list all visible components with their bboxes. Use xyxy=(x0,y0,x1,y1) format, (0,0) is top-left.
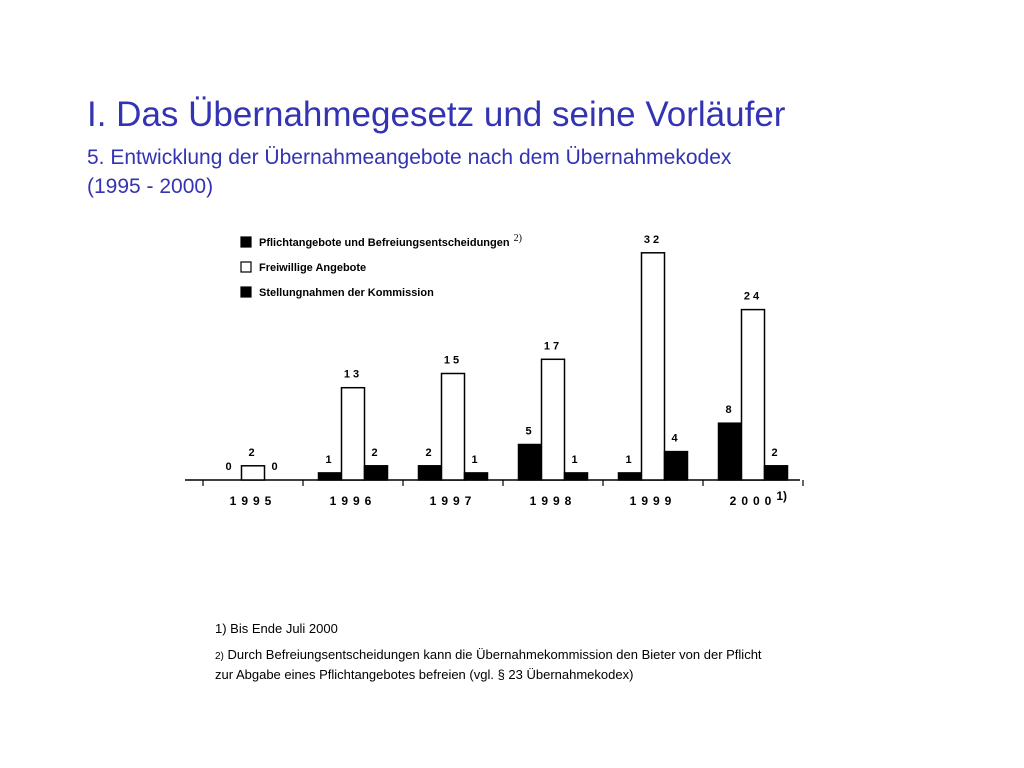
page-subtitle xyxy=(87,143,907,201)
x-tick-label: 1999 xyxy=(629,494,677,508)
page-title: I. Das Übernahmegesetz und seine Vorläufer xyxy=(87,95,786,134)
bar xyxy=(519,445,542,481)
bar xyxy=(742,310,765,480)
legend-label: Pflichtangebote und Befreiungsentscheidungen xyxy=(259,237,510,249)
legend-swatch xyxy=(241,287,251,297)
subtitle-line-2: (1995 - 2000) xyxy=(87,175,214,198)
bar xyxy=(542,359,565,480)
footnote-2-text: Durch Befreiungsentscheidungen kann die Übernahmekommission den Bieter von der Pflicht zur Abgabe eines Pflichtangebotes befreien (vgl. § 23 Übernahmekodex) xyxy=(215,647,762,682)
bar xyxy=(719,423,742,480)
legend-label: Freiwillige Angebote xyxy=(259,262,367,274)
data-label: 0 xyxy=(225,461,235,473)
data-label: 15 xyxy=(443,354,463,367)
data-label: 1 xyxy=(325,453,335,466)
bar xyxy=(342,388,365,480)
subtitle-line-1: 5. Entwicklung der Übernahmeangebote nach dem Übernahmekodex xyxy=(87,146,732,169)
x-tick-label: 1998 xyxy=(529,494,577,508)
footnote-2 xyxy=(215,646,775,684)
data-label: 2 xyxy=(371,446,381,459)
footnote-2-marker: 2) xyxy=(215,651,224,662)
bar xyxy=(242,466,265,480)
x-tick-label: 2000 xyxy=(729,494,777,508)
bar xyxy=(442,374,465,481)
data-label: 8 xyxy=(725,404,735,417)
bar xyxy=(419,466,442,480)
bar xyxy=(465,473,488,480)
legend-label: Stellungnahmen der Kommission xyxy=(259,287,434,299)
bar xyxy=(765,466,788,480)
data-label: 13 xyxy=(343,368,363,381)
data-label: 5 xyxy=(525,425,535,438)
data-label: 1 xyxy=(571,453,581,466)
bar xyxy=(319,473,342,480)
data-label: 17 xyxy=(543,340,563,353)
data-label: 1 xyxy=(471,453,481,466)
legend-marker: 2) xyxy=(513,233,522,244)
data-label: 32 xyxy=(643,233,663,246)
legend-swatch xyxy=(241,237,251,247)
data-label: 1 xyxy=(625,453,635,466)
bar-chart xyxy=(180,215,820,515)
bar xyxy=(565,473,588,480)
data-label: 4 xyxy=(671,432,681,445)
legend-swatch xyxy=(241,262,251,272)
x-tick-label: 1997 xyxy=(429,494,477,508)
bar xyxy=(665,452,688,480)
footnote-1: 1) Bis Ende Juli 2000 xyxy=(215,621,338,636)
data-label: 2 xyxy=(425,446,435,459)
bar xyxy=(642,253,665,480)
data-label: 24 xyxy=(743,290,763,303)
x-tick-label: 1995 xyxy=(229,494,277,508)
data-label: 0 xyxy=(271,461,281,473)
x-tick-footnote-marker: 1) xyxy=(776,489,788,503)
bar xyxy=(365,466,388,480)
bar xyxy=(619,473,642,480)
x-tick-label: 1996 xyxy=(329,494,377,508)
data-label: 2 xyxy=(248,446,258,459)
data-label: 2 xyxy=(771,446,781,459)
